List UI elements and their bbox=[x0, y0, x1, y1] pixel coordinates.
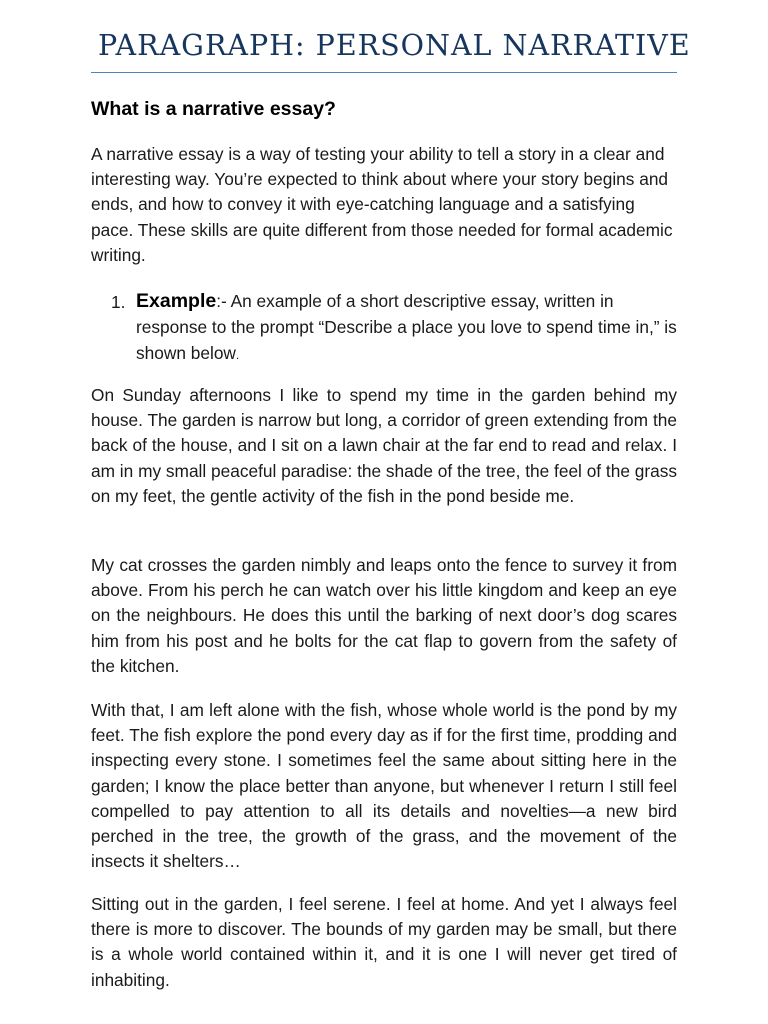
section-heading: What is a narrative essay? bbox=[91, 98, 336, 120]
essay-paragraph-2: My cat crosses the garden nimbly and leaps onto the fence to survey it from above. From his perch he can watch over his little kingdom and keep an eye on the neighbours. He does this until the barking of next door’s dog scares him from his post and he bolts for the cat flap to govern from the safety of the kitchen. bbox=[91, 555, 677, 676]
essay-paragraph-3: With that, I am left alone with the fish, whose whole world is the pond by my feet. The fish explore the pond every day as if for the first time, prodding and inspecting every stone. I sometimes feel the same about sitting here in the garden; I know the place better than anyone, but whenever I return I still feel compelled to pay attention to all its details and novelties—a new bird perched in the tree, the growth of the grass, and the movement of the insects it shelters… bbox=[91, 700, 677, 872]
example-text: :- An example of a short descriptive essay, written in response to the prompt “Describe a place you love to spend time in,” is shown below bbox=[136, 291, 677, 363]
list-number: 1. bbox=[111, 292, 126, 312]
essay-paragraph-4: Sitting out in the garden, I feel serene. I feel at home. And yet I always feel there is more to discover. The bounds of my garden may be small, but there is a whole world contained within it, and it is one I will never get tired of inhabiting. bbox=[91, 894, 677, 990]
list-item-body bbox=[136, 288, 677, 368]
example-label: Example bbox=[136, 290, 217, 312]
page-title: PARAGRAPH: PERSONAL NARRATIVE bbox=[98, 29, 691, 62]
intro-paragraph: A narrative essay is a way of testing your ability to tell a story in a clear and interesting way. You’re expected to think about where your story begins and ends, and how to convey it with eye-catching language and a satisfying pace. These skills are quite different from those needed for formal academic writing. bbox=[91, 144, 673, 265]
title-underline bbox=[91, 72, 677, 73]
example-end-mark: . bbox=[235, 348, 240, 362]
essay-paragraph-1: On Sunday afternoons I like to spend my time in the garden behind my house. The garden is narrow but long, a corridor of green extending from the back of the house, and I sit on a lawn chair at the far end to read and relax. I am in my small peaceful paradise: the shade of the tree, the feel of the grass on my feet, the gentle activity of the fish in the pond beside me. bbox=[91, 385, 677, 506]
